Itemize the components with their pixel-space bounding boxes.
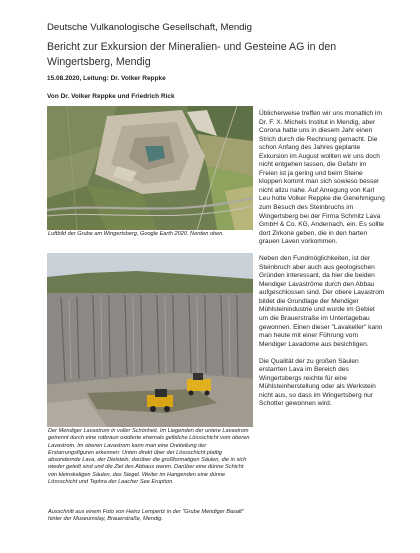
paragraph-1: Üblicherweise treffen wir uns monatlich im Dr. F. X. Michels Institut in Mendig, aber Corona hatte uns in diesem Jahr einen Strich durch die Rechnung gemacht. Die schon Anfang des Jahres geplante Exkursion im August wollten wir uns doch nicht entgehen lassen, die Gefahr im Freien ist ja gering und beim Steine kloppen kommt man sich sowieso besser nicht allzu nahe. Auf Anregung von Karl Leu holte Volker Reppke die Genehmigung zum Besuch des Steinbruchs im Wingertsberg bei der Firma Schmitz Lava GmbH & Co. KG, Andernach, ein. Es sollte dort Zirkone geben, die in den harten grauen Laven vorkommen. xyxy=(259,110,385,246)
date-line: 15.08.2020, Leitung: Dr. Volker Reppke xyxy=(47,75,166,82)
organization-name: Deutsche Vulkanologische Gesellschaft, Mendig xyxy=(47,22,252,33)
quarry-wall-caption: Der Mendiger Lavastrom in voller Schönheit. Im Liegenden der untere Lavastrom getrennt durch eine rotbraun oxidierte ehemals gelbliche Lössschicht vom oberen Lavastrom. Im oberen Lavastrom kann man eine Dreiteilung der Erstarrungsfiguren erkennen: Unten direkt über der Lössschicht plattig absondernde Lava, der Dielstein, darüber die großformatigen Säulen, die in sich wieder geteilt sind und die Ziel des Abbaus waren. Darüber eine dünne Schicht von kleinskaligen Säulen, das Siegel. Weiter im Hangenden eine dünne Lössschicht und Tephra der Laacher See Eruption. xyxy=(48,428,250,486)
photo-source-caption: Ausschnitt aus einem Foto von Heinz Lempertz in der "Grube Mendiger Basalt" hinter der Museumslay, Brauerstraße, Mendig. xyxy=(48,509,244,523)
aerial-photo-caption: Luftbild der Grube am Wingertsberg, Google Earth 2020. Norden oben. xyxy=(48,231,224,237)
quarry-wall-photo xyxy=(47,253,253,427)
authors-line: Von Dr. Volker Reppke und Friedrich Rick xyxy=(47,93,175,100)
report-body-column xyxy=(259,110,385,417)
paragraph-3: Die Qualität der zu großen Säulen erstarrten Lava im Bereich des Wingertsbergs reichte für eine Mühlsteinherstellung oder als Werkstein nicht aus, so dass im Wingertsberg nur Schotter gewonnen wird. xyxy=(259,357,376,408)
aerial-photo xyxy=(47,106,253,230)
paragraph-2: Neben den Fundmöglichkeiten, ist der Steinbruch aber auch aus geologischen Gründen interessant, da hier die beiden Mendiger Lavaströme durch den Abbau aufgeschlossen sind. Der obere Lavastrom bildet die Grundlage der Mendiger Mühlsteinindustrie und wurde im Gebiet um die Brauerstraße im Untertagebau gewonnen. Einen dieser "Lavakeller" kann man heute mit einer Führung vom Mendiger Lavadome aus besichtigen. xyxy=(259,255,385,348)
report-title: Bericht zur Exkursion der Mineralien- und Gesteine AG in den Wingertsberg, Mendig xyxy=(47,41,337,68)
